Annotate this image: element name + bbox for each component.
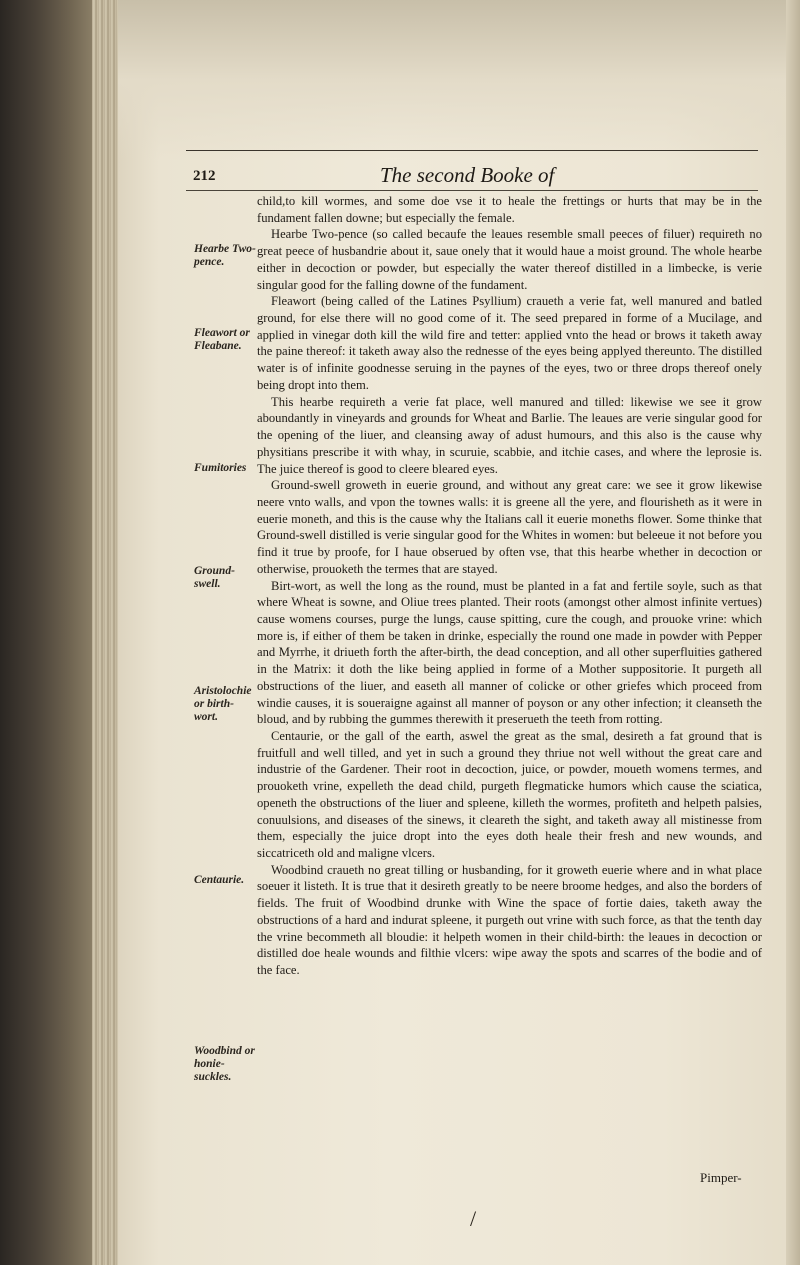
stray-ink-mark: / — [470, 1206, 477, 1231]
page-right-edge — [786, 0, 800, 1265]
scanner-background-left — [0, 0, 92, 1265]
paragraph-woodbind: Woodbind craueth no great tilling or husbanding, for it groweth euerie where and in what place soeuer it listeth. It is true that it desireth greatly to be neere broome hedges, and also the borders of fields. The fruit of Woodbind drunke with Wine the space of fortie daies, taketh away the obstructions of a hard and indurat spleene, it purgeth out vrine with such force, as that the tenth day the vrine becommeth all bloudie: it helpeth women in their child-birth: the leaues in decoction or distilled doe heale wounds and filthie vlcers: wipe away the spots and scarres of the bodie and of the face. — [257, 862, 762, 978]
margin-note-birth-wort: Aristolochie or birth-wort. — [194, 685, 252, 723]
margin-note-centaurie: Centaurie. — [194, 874, 245, 886]
running-title: The second Booke of — [380, 163, 555, 187]
header-rule — [186, 150, 758, 151]
margin-note-fleawort: Fleawort or Fleabane. — [194, 327, 250, 352]
page-top-shadow — [118, 0, 800, 160]
paragraph-continuation: child,to kill wormes, and some doe vse it to heale the frettings or hurts that may be in the fundament fallen downe; but especially the female. — [257, 194, 762, 225]
margin-note-fumitories: Fumitories — [194, 462, 247, 474]
paragraph-fumitories: This hearbe requireth a verie fat place, well manured and tilled: likewise we see it grow aboundantly in vineyards and grounds for Wheat and Barlie. The leaues are verie singular good for the opening of the liuer, and cleansing away of adust humours, and this also is the cause why physitians prescribe it with whay, in scuruie, scabbie, and itchie cases, and where the leprosie is. The juice thereof is good to cleere bleared eyes. — [257, 394, 762, 476]
page-binding — [92, 0, 118, 1265]
body-text — [257, 193, 762, 979]
margin-note-ground-swell: Ground-swell. — [194, 565, 235, 590]
page-number: 212 — [193, 168, 216, 184]
paragraph-fleawort: Fleawort (being called of the Latines Psyllium) craueth a verie fat, well manured and batled ground, for else there will no good come of it. The seed prepared in forme of a Mucilage, and applied in vinegar doth kill the wild fire and tetter: applied vnto the head or brows it taketh away the paine thereof: it taketh away also the rednesse of the eyes being applyed thereunto. The distilled water is of infinite goodnesse seruing in the paynes of the eyes, two or three drops thereof onely being dropt into them. — [257, 294, 762, 392]
margin-note-hearbe-two-pence: Hearbe Two-pence. — [194, 243, 256, 268]
running-title-rule — [186, 190, 758, 191]
paragraph-hearbe-two-pence: Hearbe Two-pence (so called becaufe the leaues resemble small peeces of filuer) requireth no great peece of husbandrie about it, saue onely that it would haue a moist ground. The whole hearbe either in decoction or powder, but especially the water thereof distilled in a limbecke, is verie singular good for the falling downe of the fundament. — [257, 227, 762, 292]
catchword: Pimper- — [700, 1170, 742, 1185]
paragraph-centaurie: Centaurie, or the gall of the earth, aswel the great as the smal, desireth a fat ground that is fruitfull and well tilled, and yet in such a ground they thriue not well without the great care and industrie of the Gardener. Their root in decoction, juice, or powder, moueth womens termes, and prouoketh vrine, expelleth the dead child, purgeth flegmaticke humors which cause the sciatica, openeth the obstructions of the liuer and spleene, killeth the wormes, profiteth and helpeth palsies, conuulsions, and diseases of the sinews, it cleareth the sight, and taketh away all mistinesse from them, especially the juice dropt into the eyes doth heale their fresh and new wounds, and siccatriceth old and maligne vlcers. — [257, 729, 762, 861]
margin-note-woodbind: Woodbind or honie-suckles. — [194, 1045, 255, 1083]
paragraph-ground-swell: Ground-swell groweth in euerie ground, and without any great care: we see it grow likewise neere vnto walls, and vpon the townes walls: it is greene all the yere, and flourisheth as it were in euerie moneth, and this is the cause why the Italians call it euerie moneths flower. Some thinke that Ground-swell distilled is verie singular good for the Whites in women: but beleeue it not before you find it true by proofe, for I haue obserued by often vse, that this hearbe whether in decoction or otherwise, prouoketh the termes that are stayed. — [257, 478, 762, 576]
paragraph-birth-wort: Birt-wort, as well the long as the round, must be planted in a fat and fertile soyle, such as that where Wheat is sowne, and Oliue trees planted. Their roots (amongst other almost infinite vertues) cause womens courses, purge the lungs, cause spitting, cure the cough, and prouoke vrine: which more is, if either of them be taken in drinke, especially the round one made in powder with Pepper and Myrrhe, it driueth forth the after-birth, the dead conception, and all other superfluities gathered in the Matrix: it doth the like being applied in forme of a Mother suppositorie. It purgeth all obstructions of the liuer, and easeth all manner of colicke or other griefes which proceed from windie causes, it is soueraigne against all manner of poyson or any other infection; it cleanseth the bloud, and by rubbing the gummes therewith it preserueth the teeth from rotting. — [257, 578, 762, 727]
